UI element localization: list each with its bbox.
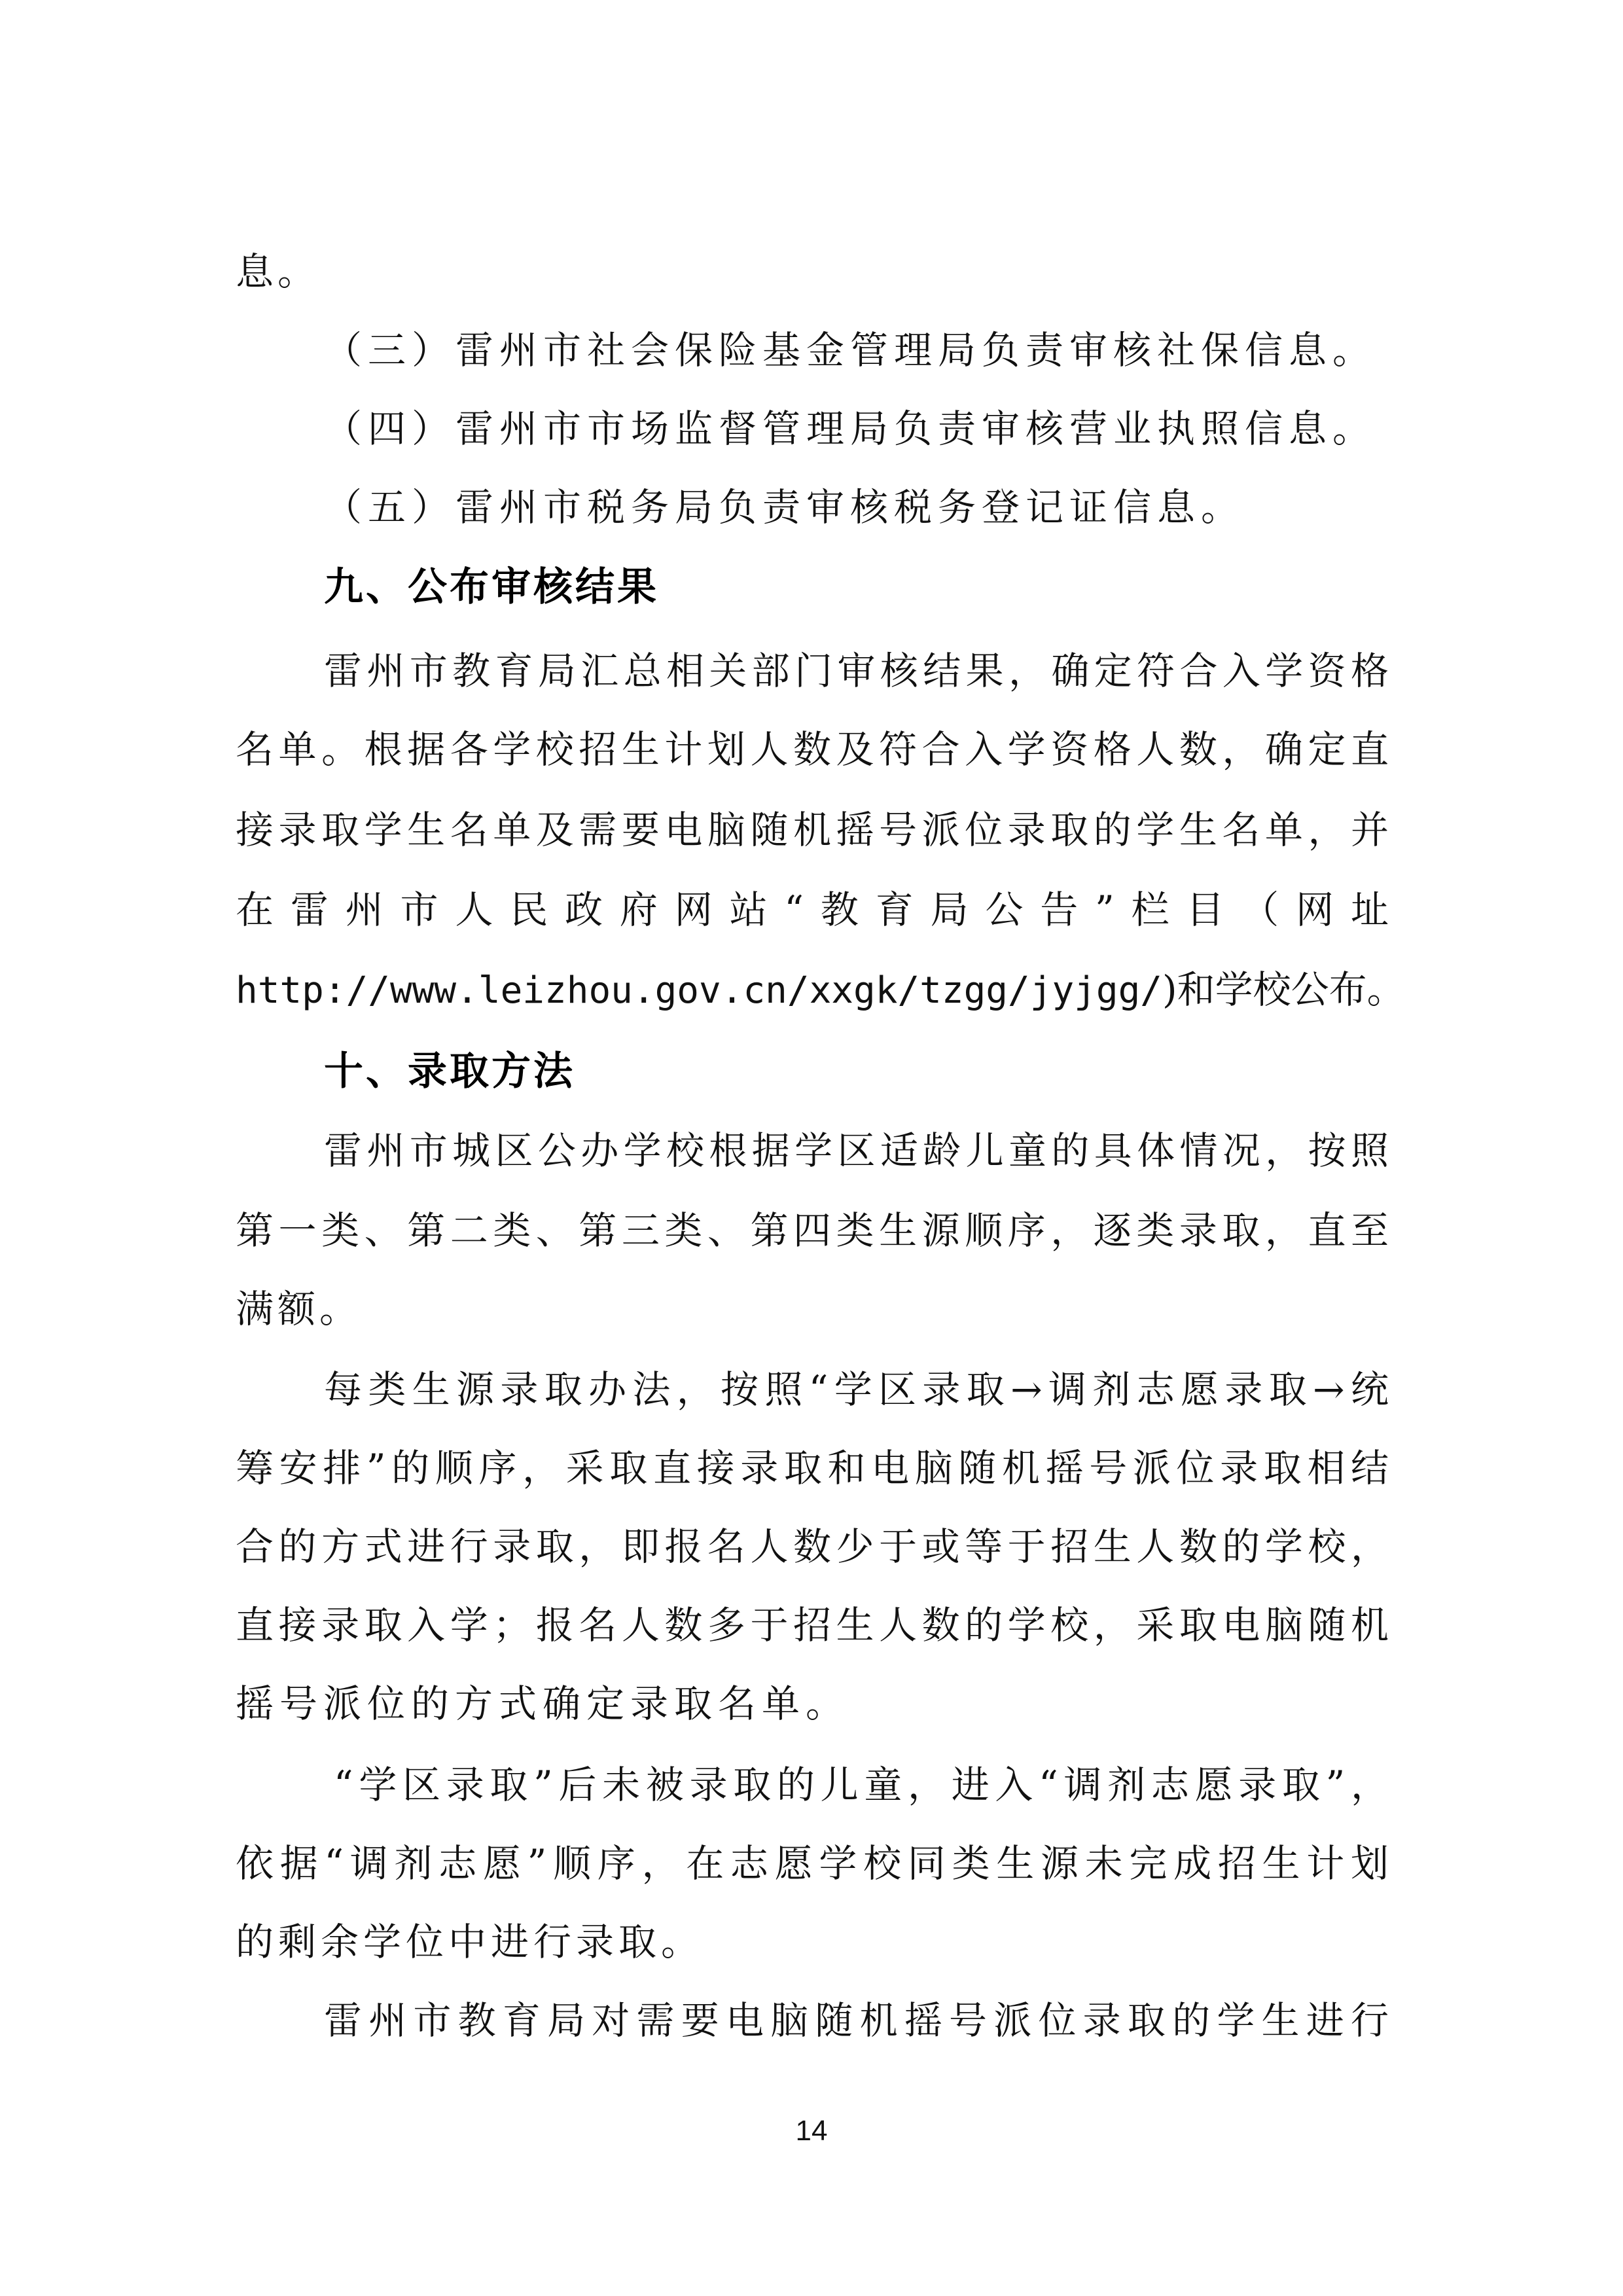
body-line-url bbox=[236, 963, 1405, 1016]
body-line: 在雷州市人民政府网站“教育局公告”栏目（网址 bbox=[236, 888, 1389, 932]
body-line: 合的方式进行录取，即报名人数少于或等于招生人数的学校， bbox=[236, 1524, 1389, 1569]
list-item-tax-bureau: （五）雷州市税务局负责审核税务登记证信息。 bbox=[324, 485, 1245, 529]
body-line: 雷州市教育局对需要电脑随机摇号派位录取的学生进行 bbox=[324, 1998, 1389, 2043]
body-line: 第一类、第二类、第三类、第四类生源顺序，逐类录取，直至 bbox=[236, 1208, 1389, 1253]
section-heading-admission-method: 十、录取方法 bbox=[324, 1049, 575, 1094]
body-line: 接录取学生名单及需要电脑随机摇号派位录取的学生名单，并 bbox=[236, 808, 1389, 852]
body-line: 依据“调剂志愿”顺序，在志愿学校同类生源未完成招生计划 bbox=[236, 1841, 1389, 1886]
section-heading-publish-results: 九、公布审核结果 bbox=[324, 564, 659, 610]
list-item-market-supervision: （四）雷州市市场监督管理局负责审核营业执照信息。 bbox=[324, 406, 1377, 451]
website-url-link[interactable]: http://www.leizhou.gov.cn/xxgk/tzgg/jyjgg/ bbox=[236, 969, 1163, 1012]
body-line: “学区录取”后未被录取的儿童，进入“调剂志愿录取”， bbox=[334, 1763, 1389, 1807]
body-line-tail: )和学校公布。 bbox=[1162, 967, 1405, 1012]
page-number: 14 bbox=[795, 2115, 828, 2147]
body-line: 的剩余学位中进行录取。 bbox=[236, 1920, 704, 1964]
body-line: 筹安排”的顺序，采取直接录取和电脑随机摇号派位录取相结 bbox=[236, 1446, 1389, 1490]
body-line: 满额。 bbox=[236, 1287, 362, 1331]
body-line: 直接录取入学；报名人数多于招生人数的学校，采取电脑随机 bbox=[236, 1603, 1389, 1647]
body-line: 雷州市教育局汇总相关部门审核结果，确定符合入学资格 bbox=[324, 649, 1389, 693]
body-line: 每类生源录取办法，按照“学区录取→调剂志愿录取→统 bbox=[324, 1367, 1389, 1412]
body-line: 摇号派位的方式确定录取名单。 bbox=[236, 1681, 850, 1726]
body-line-continuation: 息。 bbox=[236, 249, 320, 294]
list-item-social-security: （三）雷州市社会保险基金管理局负责审核社保信息。 bbox=[324, 328, 1377, 372]
body-line: 雷州市城区公办学校根据学区适龄儿童的具体情况，按照 bbox=[324, 1128, 1389, 1173]
body-line: 名单。根据各学校招生计划人数及符合入学资格人数，确定直 bbox=[236, 727, 1389, 772]
